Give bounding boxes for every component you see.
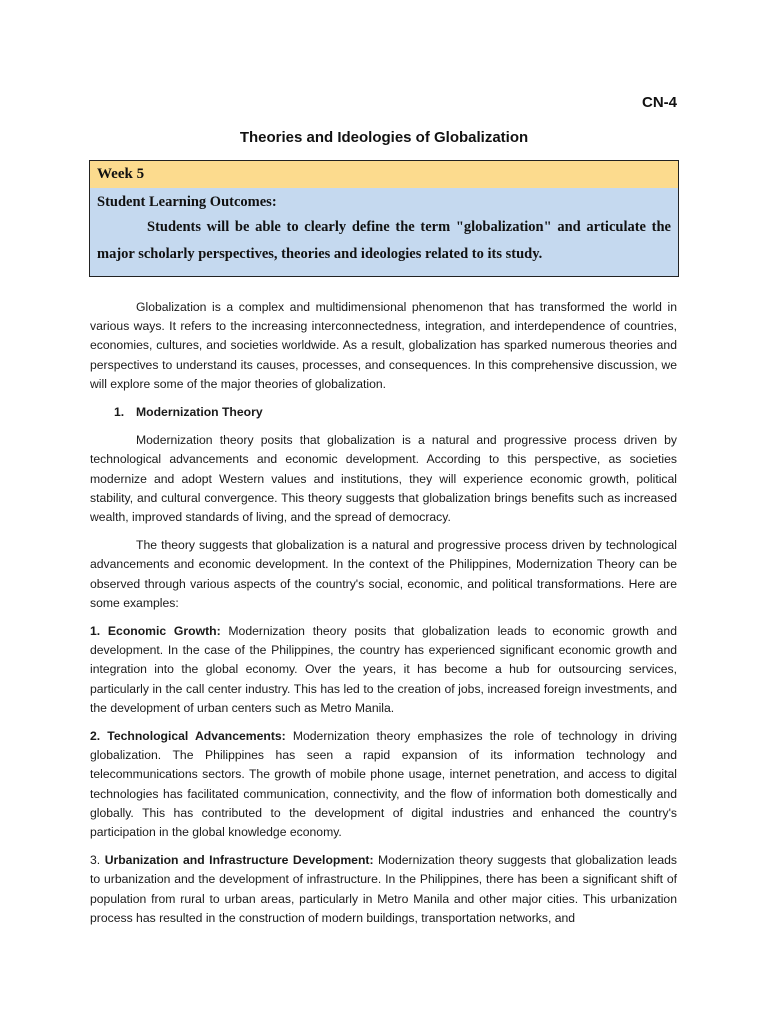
- example-text: Modernization theory emphasizes the role of technology in driving globalization. The Philippines has seen a rapid expansion of its information technology and telecommunications sectors. The growth of mobile phone usage, internet penetration, and access to digital technologies has facilitated communication, connectivity, and the flow of information both domestically and globally. This has contributed to the development of digital industries and enhanced the country's participation in the global knowledge economy.: [90, 729, 677, 840]
- document-body: [90, 298, 677, 937]
- document-title: Theories and Ideologies of Globalization: [239, 129, 529, 146]
- example-urbanization: [90, 851, 677, 928]
- document-code: CN-4: [641, 94, 677, 111]
- example-label: Urbanization and Infrastructure Development:: [104, 853, 374, 868]
- example-label: 1. Economic Growth:: [90, 624, 221, 639]
- outcomes-heading: Student Learning Outcomes:: [97, 194, 277, 210]
- example-economic-growth: [90, 622, 677, 718]
- outcomes-text: Students will be able to clearly define the term "globalization" and articulate the major scholarly perspectives, theories and ideologies related to its study.: [97, 219, 671, 262]
- section-number: 1.: [114, 405, 125, 420]
- modernization-paragraph-1: Modernization theory posits that globalization is a natural and progressive process driven by technological advancements and economic development. According to this perspective, as societies modernize and adopt Western values and institutions, they will experience economic growth, political stability, and cultural convergence. This theory suggests that globalization brings benefits such as increased wealth, improved standards of living, and the spread of democracy.: [90, 433, 677, 525]
- example-text: Modernization theory posits that globalization leads to economic growth and development. In the case of the Philippines, the country has experienced significant economic growth and integration into the global economy. Over the years, it has become a hub for outsourcing services, particularly in the call center industry. This has led to the creation of jobs, increased foreign investments, and the development of urban centers such as Metro Manila.: [90, 624, 677, 715]
- section-title: Modernization Theory: [136, 405, 263, 420]
- example-technological-advancements: [90, 727, 677, 842]
- example-label: 2. Technological Advancements:: [90, 729, 286, 744]
- outcomes-block: [90, 188, 678, 276]
- modernization-paragraph-2: The theory suggests that globalization is a natural and progressive process driven by technological advancements and economic development. In the context of the Philippines, Modernization Theory can be observed through various aspects of the country's social, economic, and political transformations. Here are some examples:: [90, 538, 677, 610]
- learning-outcome-box: [89, 160, 679, 277]
- example-text: Modernization theory suggests that globalization leads to urbanization and the development of infrastructure. In the Philippines, there has been a significant shift of population from rural to urban areas, particularly in Metro Manila and other major cities. This urbanization process has resulted in the construction of modern buildings, transportation networks, and: [90, 853, 677, 925]
- section-heading-modernization: [90, 403, 677, 422]
- example-prefix: 3.: [90, 853, 105, 868]
- intro-paragraph: Globalization is a complex and multidimensional phenomenon that has transformed the world in various ways. It refers to the increasing interconnectedness, integration, and interdependence of countries, economies, cultures, and societies worldwide. As a result, globalization has sparked numerous theories and perspectives to understand its causes, processes, and consequences. In this comprehensive discussion, we will explore some of the major theories of globalization.: [90, 300, 677, 391]
- week-label: Week 5: [90, 161, 678, 188]
